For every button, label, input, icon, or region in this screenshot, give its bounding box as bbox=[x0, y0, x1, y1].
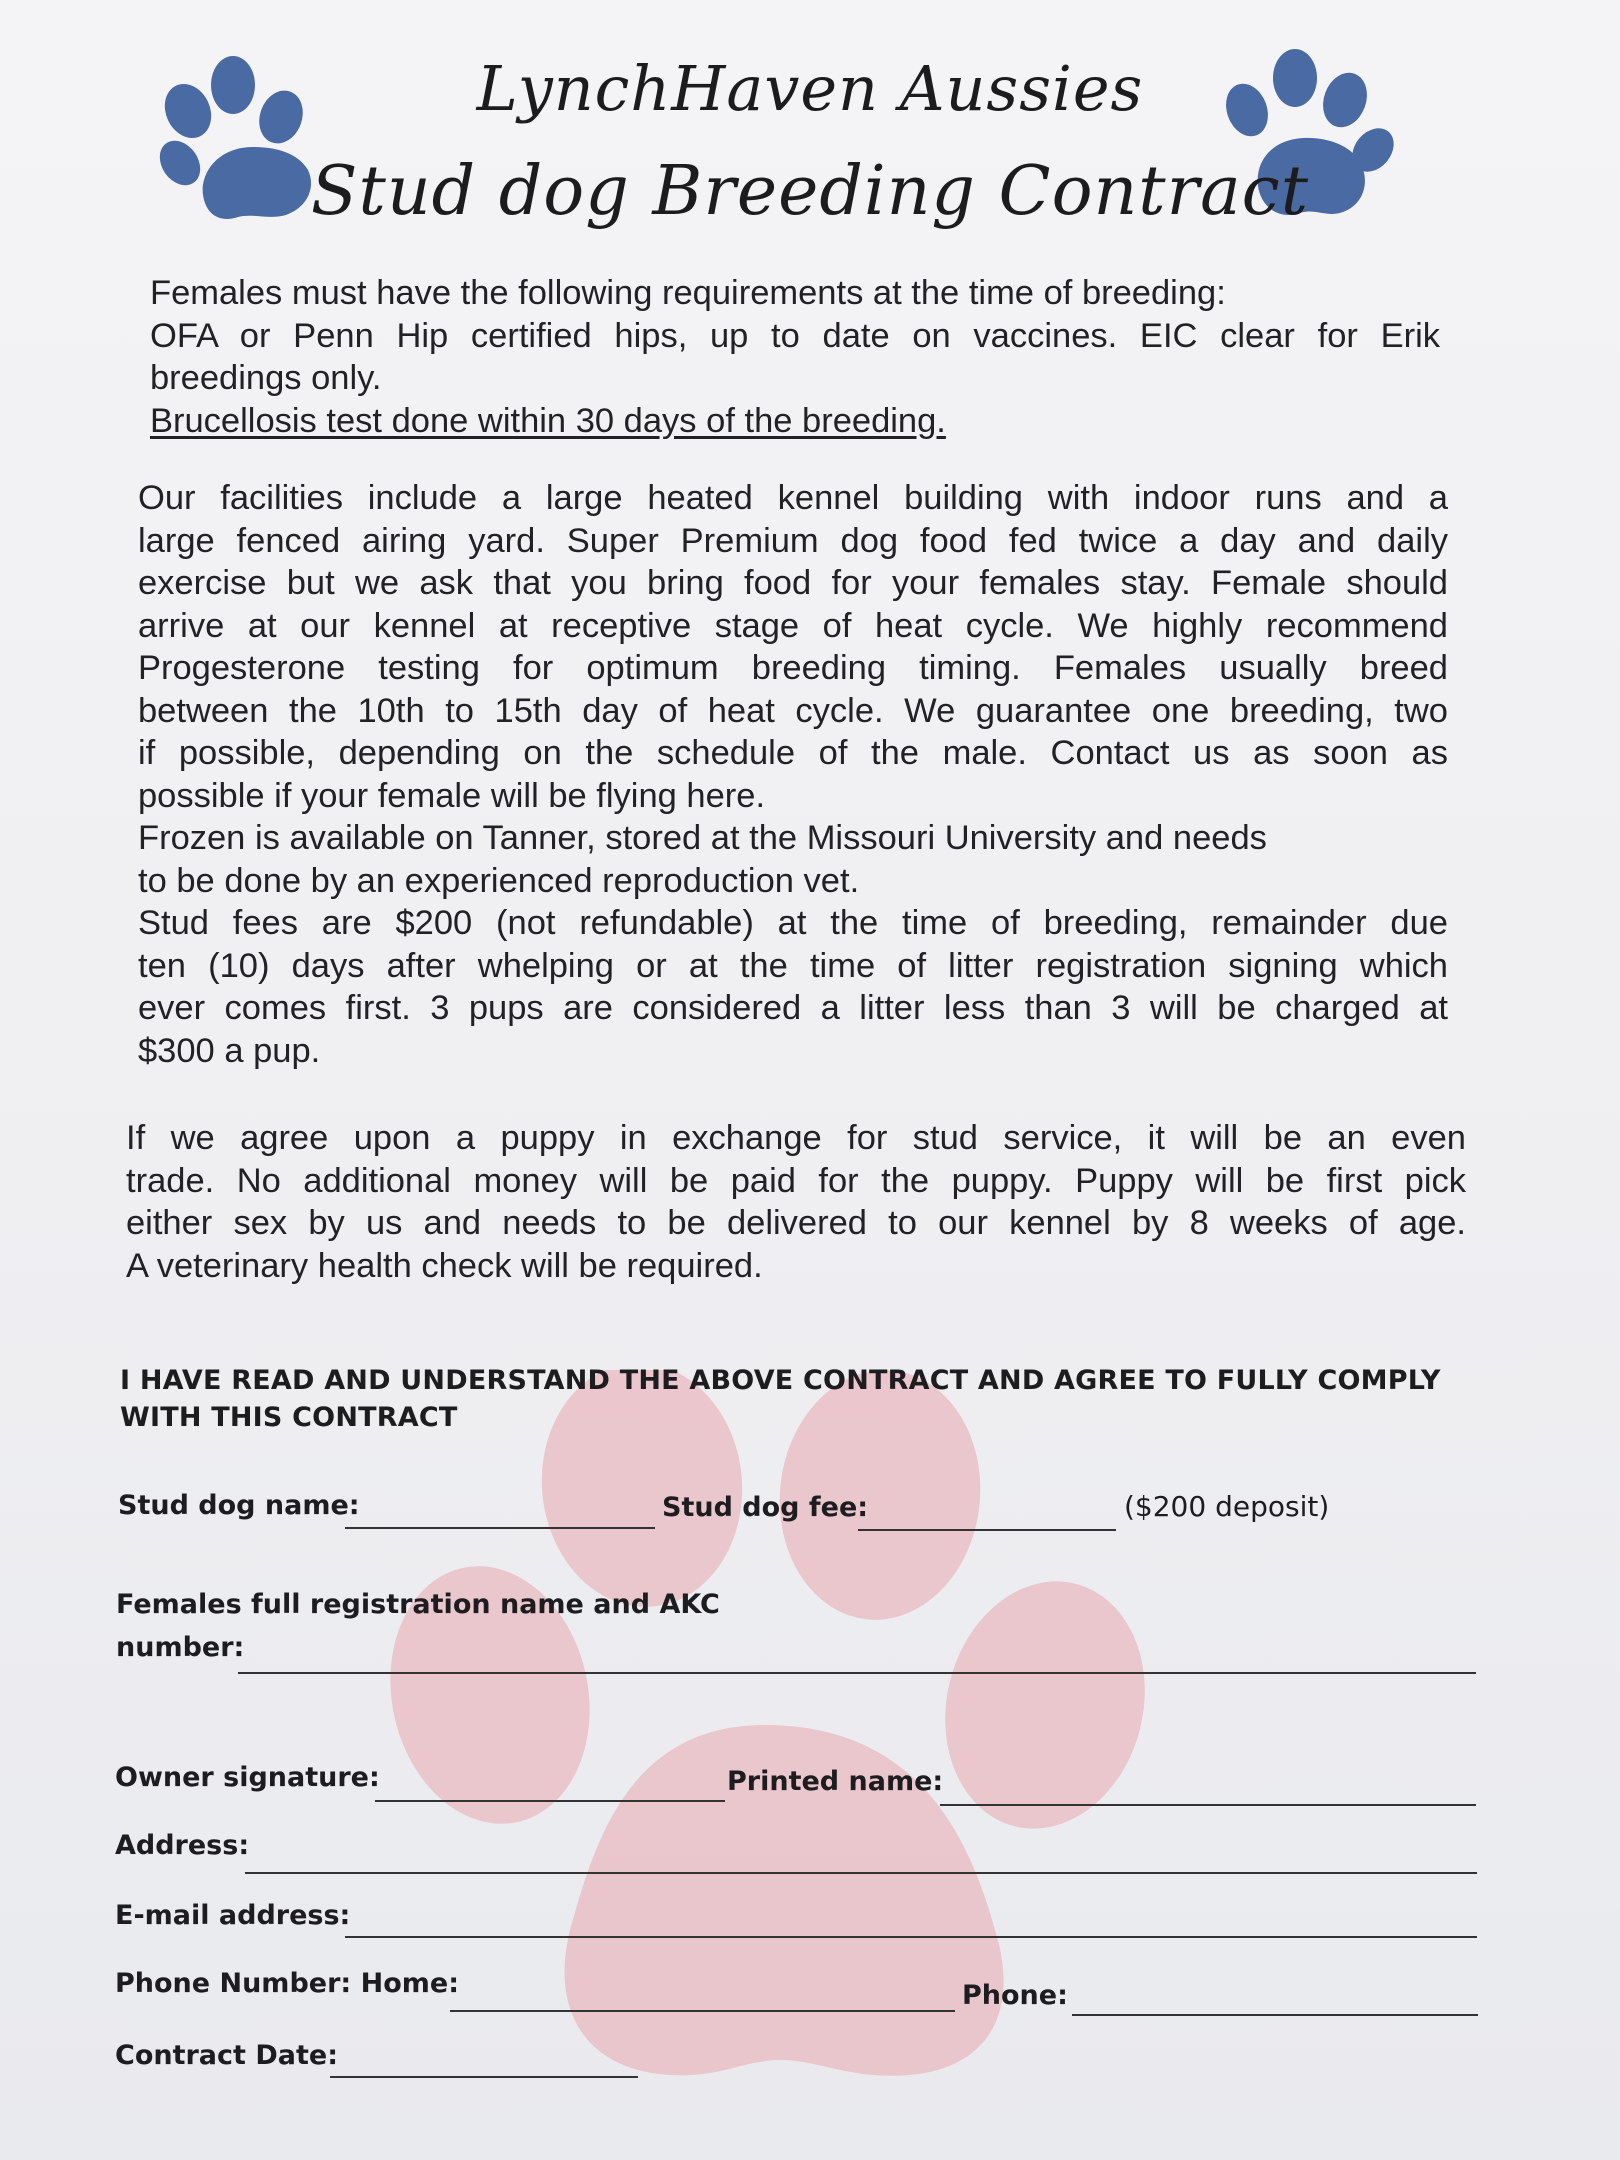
facilities-line: possible if your female will be flying here. bbox=[138, 776, 766, 815]
address-field[interactable] bbox=[245, 1872, 1477, 1874]
stud-fee-line: Stud fees are $200 (not refundable) at the time of breeding, remainder due bbox=[138, 904, 1448, 942]
deposit-note: ($200 deposit) bbox=[1124, 1490, 1330, 1523]
kennel-name-title: LynchHaven Aussies bbox=[476, 52, 1144, 125]
brucellosis-requirement: Brucellosis test done within 30 days of the breeding. bbox=[150, 401, 946, 440]
exchange-line: A veterinary health check will be required. bbox=[126, 1246, 763, 1285]
facilities-line: between the 10th to 15th day of heat cycle. We guarantee one breeding, two bbox=[138, 691, 1448, 730]
phone-field[interactable] bbox=[1072, 2014, 1478, 2016]
stud-fee-line: ten (10) days after whelping or at the time of litter registration signing which bbox=[138, 946, 1448, 985]
female-registration-label: Females full registration name and AKC bbox=[116, 1589, 720, 1620]
agreement-statement bbox=[120, 1362, 1470, 1436]
female-registration-label-number: number: bbox=[116, 1632, 245, 1663]
facilities-paragraph bbox=[138, 477, 1448, 1072]
contract-date-field[interactable] bbox=[330, 2076, 638, 2078]
stud-dog-name-field[interactable] bbox=[345, 1527, 655, 1529]
watermark-paw-icon bbox=[380, 1370, 1200, 2090]
phone-home-label: Phone Number: Home: bbox=[115, 1968, 459, 1999]
exchange-line: If we agree upon a puppy in exchange for stud service, it will be an even bbox=[126, 1119, 1466, 1157]
stud-dog-fee-label: Stud dog fee: bbox=[662, 1492, 869, 1523]
stud-dog-fee-field[interactable] bbox=[858, 1529, 1116, 1531]
facilities-line: if possible, depending on the schedule of the male. Contact us as soon as bbox=[138, 734, 1448, 772]
requirements-line: OFA or Penn Hip certified hips, up to date on vaccines. EIC clear for Erik bbox=[150, 316, 1440, 355]
requirements-paragraph bbox=[150, 272, 1440, 442]
stud-dog-name-label: Stud dog name: bbox=[118, 1490, 360, 1521]
exchange-line: trade. No additional money will be paid for the puppy. Puppy will be first pick bbox=[126, 1161, 1466, 1200]
printed-name-field[interactable] bbox=[940, 1804, 1476, 1806]
frozen-line: Frozen is available on Tanner, stored at the Missouri University and needs bbox=[138, 819, 1267, 857]
requirements-line: Females must have the following requirements at the time of breeding: bbox=[150, 274, 1226, 312]
puppy-exchange-paragraph bbox=[126, 1117, 1466, 1287]
contract-title: Stud dog Breeding Contract bbox=[310, 152, 1310, 231]
stud-fee-line: ever comes first. 3 pups are considered a litter less than 3 will be charged at bbox=[138, 989, 1448, 1027]
female-registration-field[interactable] bbox=[238, 1672, 1476, 1674]
owner-signature-field[interactable] bbox=[375, 1800, 725, 1802]
email-field[interactable] bbox=[345, 1936, 1477, 1938]
agreement-line: WITH THIS CONTRACT bbox=[120, 1402, 458, 1433]
facilities-line: exercise but we ask that you bring food for your females stay. Female should bbox=[138, 564, 1448, 602]
agreement-line: I HAVE READ AND UNDERSTAND THE ABOVE CONTRACT AND AGREE TO FULLY COMPLY bbox=[120, 1365, 1441, 1396]
printed-name-label: Printed name: bbox=[727, 1766, 944, 1797]
frozen-line: to be done by an experienced reproduction vet. bbox=[138, 861, 860, 900]
phone-home-field[interactable] bbox=[450, 2010, 955, 2012]
address-label: Address: bbox=[115, 1830, 250, 1861]
facilities-line: Our facilities include a large heated kennel building with indoor runs and a bbox=[138, 479, 1448, 517]
facilities-line: arrive at our kennel at receptive stage of heat cycle. We highly recommend bbox=[138, 606, 1448, 645]
email-label: E-mail address: bbox=[115, 1900, 351, 1931]
exchange-line: either sex by us and needs to be delivered to our kennel by 8 weeks of age. bbox=[126, 1204, 1466, 1242]
owner-signature-label: Owner signature: bbox=[115, 1762, 380, 1793]
requirements-line: breedings only. bbox=[150, 359, 382, 397]
facilities-line: large fenced airing yard. Super Premium dog food fed twice a day and daily bbox=[138, 521, 1448, 560]
stud-fee-line: $300 a pup. bbox=[138, 1031, 321, 1070]
facilities-line: Progesterone testing for optimum breeding timing. Females usually breed bbox=[138, 649, 1448, 687]
contract-date-label: Contract Date: bbox=[115, 2040, 338, 2071]
phone-label: Phone: bbox=[962, 1980, 1068, 2011]
